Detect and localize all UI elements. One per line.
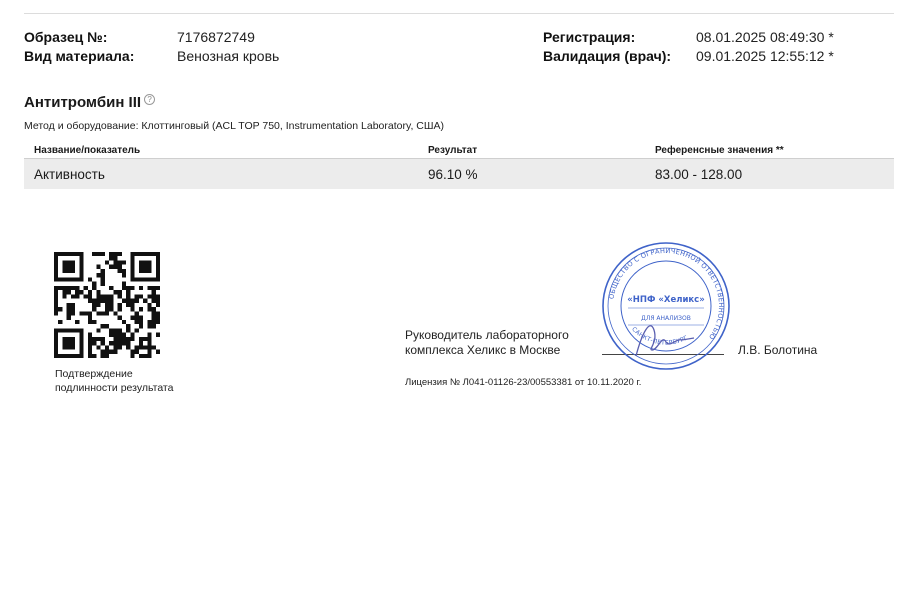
registration-label: Регистрация: xyxy=(543,29,636,45)
company-stamp xyxy=(598,238,734,374)
method-description: Метод и оборудование: Клоттинговый (ACL TOP 750, Instrumentation Laboratory, США) xyxy=(24,120,444,132)
cell-reference: 83.00 - 128.00 xyxy=(655,166,743,182)
stamp-sub: ДЛЯ АНАЛИЗОВ xyxy=(641,315,691,322)
validation-label: Валидация (врач): xyxy=(543,48,672,64)
cell-name: Активность xyxy=(34,166,105,182)
signer-role-line1: Руководитель лабораторного xyxy=(405,328,569,342)
results-table xyxy=(24,142,894,189)
cell-result: 96.10 % xyxy=(428,166,478,182)
sample-number-label: Образец №: xyxy=(24,29,108,45)
license-text: Лицензия № Л041-01126-23/00553381 от 10.11.2020 г. xyxy=(405,377,642,388)
top-divider xyxy=(24,13,894,14)
column-header-reference: Референсные значения ** xyxy=(655,144,784,156)
signer-name: Л.В. Болотина xyxy=(738,343,818,357)
date-info xyxy=(543,28,834,66)
help-icon[interactable]: ? xyxy=(144,94,155,105)
material-type-label: Вид материала: xyxy=(24,48,135,64)
table-row xyxy=(24,159,894,189)
column-header-name: Название/показатель xyxy=(34,144,141,156)
qr-caption xyxy=(55,367,173,395)
stamp-company: «НПФ «Хеликс» xyxy=(627,295,705,305)
sample-info xyxy=(24,28,279,66)
column-header-result: Результат xyxy=(428,144,478,156)
stamp-ring-text: ОБЩЕСТВО С ОГРАНИЧЕННОЙ ОТВЕТСТВЕННОСТЬЮ xyxy=(607,246,726,341)
stamp-city: САНКТ-ПЕТЕРБУРГ xyxy=(630,325,690,347)
registration-value: 08.01.2025 08:49:30 * xyxy=(696,29,834,45)
test-title-text: Антитромбин III xyxy=(24,94,142,111)
table-header xyxy=(24,142,894,159)
qr-caption-line1: Подтверждение xyxy=(55,368,133,380)
test-title xyxy=(24,94,155,111)
validation-value: 09.01.2025 12:55:12 * xyxy=(696,48,834,64)
qr-caption-line2: подлинности результата xyxy=(55,382,174,394)
signer-role xyxy=(405,328,569,358)
material-type-value: Венозная кровь xyxy=(177,48,280,64)
qr-code[interactable] xyxy=(54,252,160,358)
signer-role-line2: комплекса Хеликс в Москве xyxy=(405,343,561,357)
sample-number-value: 7176872749 xyxy=(177,29,255,45)
